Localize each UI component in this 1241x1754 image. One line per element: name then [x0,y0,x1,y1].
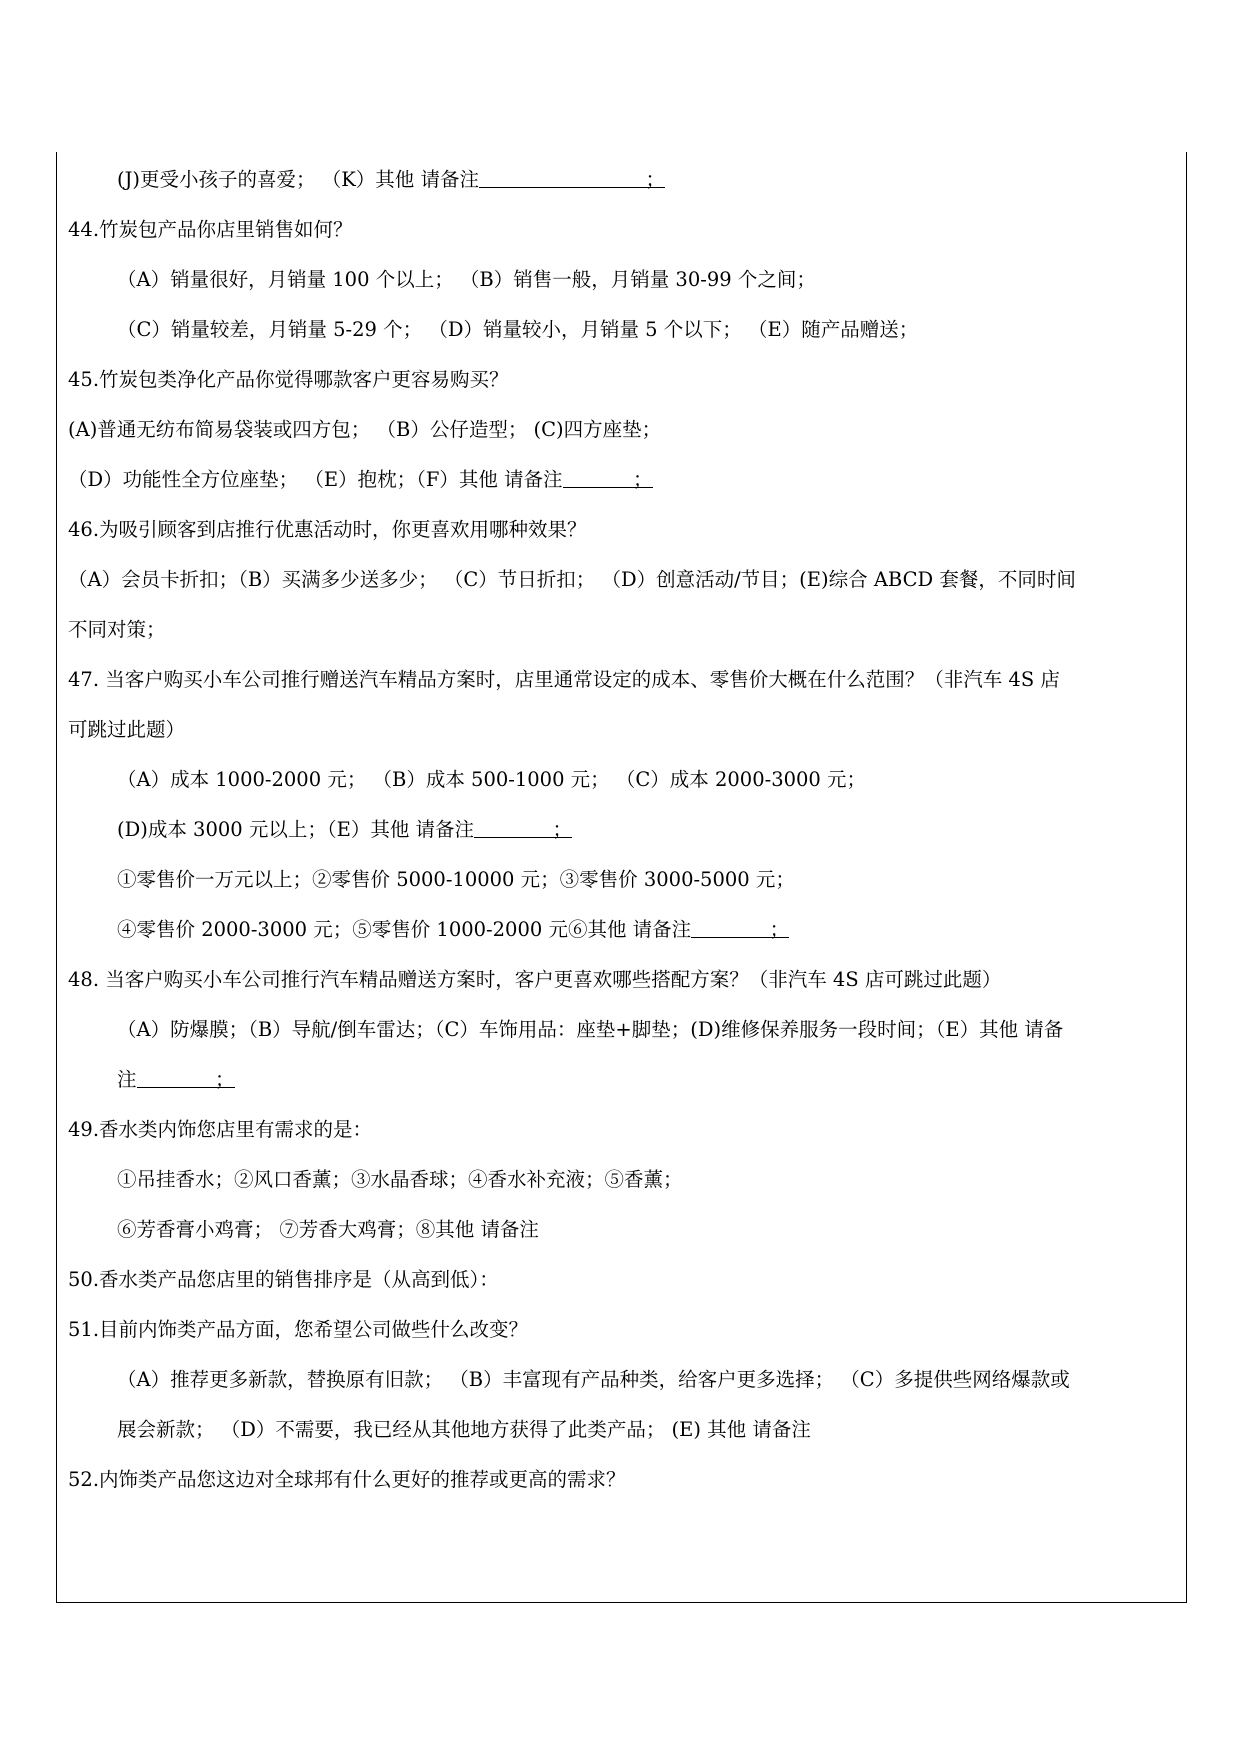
question-51 [68,1317,528,1343]
option-text: （A）推荐更多新款，替换原有旧款； （B）丰富现有产品种类，给客户更多选择； （C）多提供些网络爆款或 [117,1368,1070,1391]
question-44 [68,217,353,243]
option-text: ⑥芳香膏小鸡膏； ⑦芳香大鸡膏；⑧其他 请备注 [117,1218,539,1241]
question-47 [68,667,1060,693]
option-text: ①吊挂香水；②风口香薰；③水晶香球；④香水补充液；⑤香薰； [117,1168,683,1191]
option-text: (A)普通无纺布简易袋装或四方包； （B）公仔造型； (C)四方座垫； [68,418,662,441]
question-text: 49.香水类内饰您店里有需求的是： [68,1118,373,1141]
question-text: 可跳过此题） [68,718,186,741]
question-48 [68,967,1001,993]
option-text: （A）销量很好，月销量 100 个以上； （B）销售一般，月销量 30-99 个之间； [117,268,816,291]
option-text: （A）会员卡折扣；（B）买满多少送多少； （C）节日折扣； （D）创意活动/节目；(E)综合 ABCD 套餐，不同时间 [68,568,1076,591]
option-text: 注 [117,1068,137,1091]
question-text: 51.目前内饰类产品方面，您希望公司做些什么改变？ [68,1318,529,1341]
fill-in-blank[interactable]: ； [691,917,789,938]
option-text: 不同对策； [68,618,166,641]
option-line-49-1-5 [117,1167,683,1193]
question-text: 44.竹炭包产品你店里销售如何？ [68,218,353,241]
option-line-46-a-e [68,567,1076,593]
option-line-45-a-c [68,417,661,443]
fill-in-blank[interactable]: ； [479,167,665,188]
question-46 [68,517,587,543]
option-line-47-price-1-3 [117,867,795,893]
option-line-48-continued [117,1067,235,1093]
option-line-47-price-4-6 [117,917,789,943]
option-text: (J)更受小孩子的喜爱； （K）其他 请备注 [117,168,479,191]
question-text: 47. 当客户购买小车公司推行赠送汽车精品方案时，店里通常设定的成本、零售价大概在什么范围？（非汽车 4S 店 [68,668,1060,691]
question-49 [68,1117,372,1143]
option-line-44-c-e [117,317,918,343]
question-50 [68,1267,499,1293]
option-line-43-j-k [117,167,665,193]
option-text: （A）成本 1000-2000 元； （B）成本 500-1000 元； （C）成本 2000-3000 元； [117,768,867,791]
question-45 [68,367,509,393]
option-text: ①零售价一万元以上；②零售价 5000-10000 元；③零售价 3000-5000 元； [117,868,795,891]
option-line-47-a-c [117,767,866,793]
option-line-51-a-c [117,1367,1070,1393]
fill-in-blank[interactable]: ； [474,817,572,838]
question-text: 45.竹炭包类净化产品你觉得哪款客户更容易购买？ [68,368,509,391]
question-47-continued [68,717,185,743]
option-line-47-d-e [117,817,572,843]
option-text: （C）销量较差，月销量 5-29 个； （D）销量较小，月销量 5 个以下； （E）随产品赠送； [117,318,919,341]
option-text: （A）防爆膜；（B）导航/倒车雷达；（C）车饰用品：座垫+脚垫；(D)维修保养服务一段时间；（E）其他 请备 [117,1018,1064,1041]
option-line-49-6-8 [117,1217,539,1243]
option-text: (D)成本 3000 元以上；（E）其他 请备注 [117,818,475,841]
option-text: （D）功能性全方位座垫； （E）抱枕；（F）其他 请备注 [68,468,563,491]
question-text: 50.香水类产品您店里的销售排序是（从高到低）： [68,1268,499,1291]
option-text: ④零售价 2000-3000 元；⑤零售价 1000-2000 元⑥其他 请备注 [117,918,692,941]
option-line-44-a-b [117,267,816,293]
question-text: 52.内饰类产品您这边对全球邦有什么更好的推荐或更高的需求？ [68,1468,626,1491]
question-text: 48. 当客户购买小车公司推行汽车精品赠送方案时，客户更喜欢哪些搭配方案？（非汽车 4S 店可跳过此题） [68,968,1002,991]
option-line-46-continued [68,617,166,643]
option-text: 展会新款； （D）不需要，我已经从其他地方获得了此类产品； (E) 其他 请备注 [117,1418,811,1441]
fill-in-blank[interactable]: ； [563,467,653,488]
fill-in-blank[interactable]: ； [137,1067,235,1088]
option-line-48-a-e [117,1017,1063,1043]
question-52 [68,1467,626,1493]
question-text: 46.为吸引顾客到店推行优惠活动时，你更喜欢用哪种效果？ [68,518,587,541]
option-line-51-continued [117,1417,811,1443]
option-line-45-d-f [68,467,653,493]
